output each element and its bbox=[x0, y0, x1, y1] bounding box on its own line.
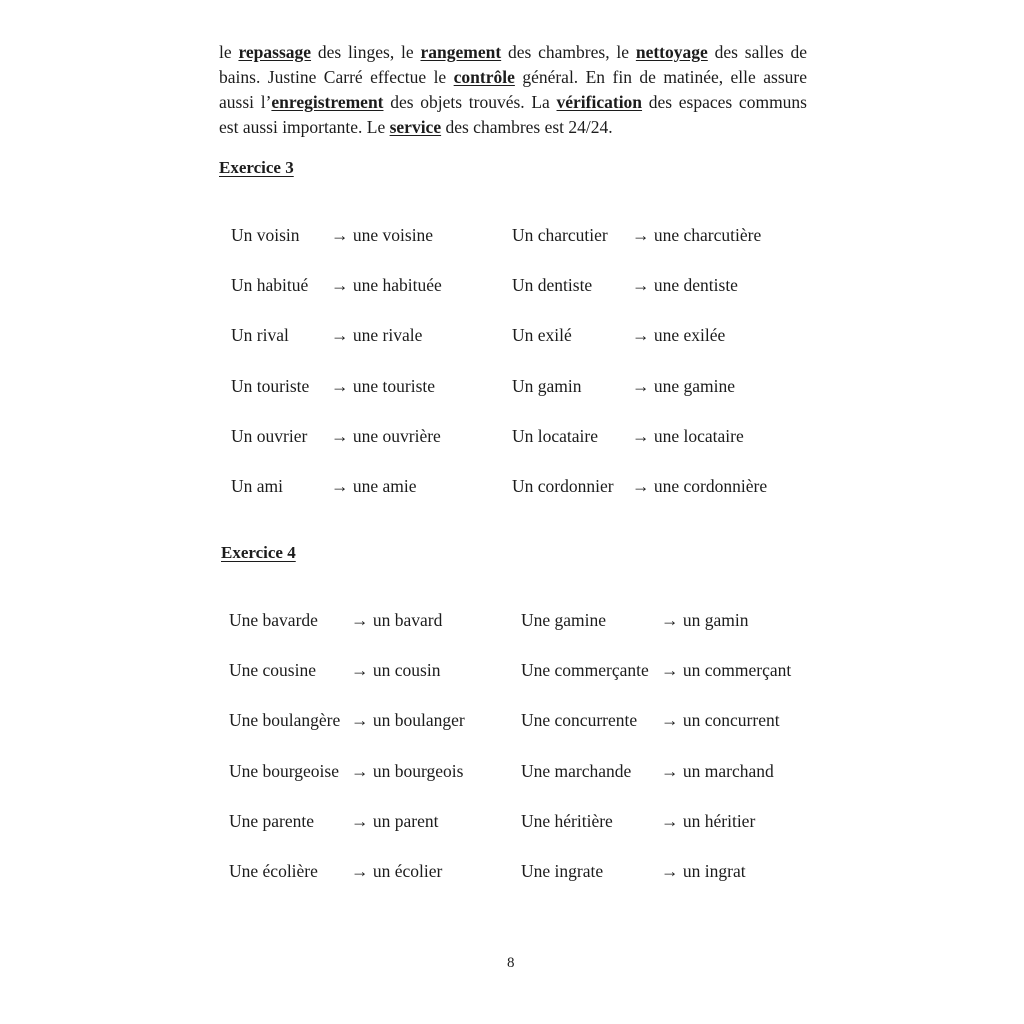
source-word: Un cordonnier bbox=[512, 476, 614, 496]
transformed-word: → un bourgeois bbox=[351, 760, 464, 781]
keyword: service bbox=[389, 117, 442, 137]
transformed-word: → un cousin bbox=[351, 660, 441, 681]
text-segment: le bbox=[219, 42, 239, 62]
transformed-word: → un concurrent bbox=[661, 710, 780, 731]
source-word: Une cousine bbox=[229, 660, 316, 681]
transformed-word: → un écolier bbox=[351, 861, 443, 881]
source-word: Une bavarde bbox=[229, 610, 318, 630]
text-segment: des chambres, le bbox=[501, 42, 636, 62]
text-segment: général. En fin de matinée, elle assure aussi l’ bbox=[219, 67, 807, 112]
source-word: Un gamin bbox=[512, 375, 582, 396]
keyword: repassage bbox=[238, 42, 312, 62]
text-segment: des espaces communs est aussi importante. Le bbox=[219, 92, 807, 137]
source-word: Une boulangère bbox=[229, 710, 341, 731]
source-word: Une bourgeoise bbox=[229, 760, 339, 781]
keyword: contrôle bbox=[453, 67, 515, 87]
transformed-word: → une habituée bbox=[331, 275, 442, 296]
source-word: Une marchande bbox=[521, 760, 632, 781]
source-word: Un voisin bbox=[231, 225, 300, 245]
transformed-word: → un marchand bbox=[661, 760, 774, 781]
transformed-word: → une amie bbox=[331, 476, 417, 496]
transformed-word: → un gamin bbox=[661, 610, 749, 630]
text-segment: des objets trouvés. La bbox=[383, 92, 557, 112]
transformed-word: → un boulanger bbox=[351, 710, 465, 731]
source-word: Un charcutier bbox=[512, 225, 608, 245]
source-word: Une ingrate bbox=[521, 861, 604, 881]
transformed-word: → un ingrat bbox=[661, 861, 746, 881]
source-word: Un exilé bbox=[512, 325, 572, 346]
text-segment: des linges, le bbox=[311, 42, 421, 62]
source-word: Un dentiste bbox=[512, 275, 593, 296]
source-word: Une concurrente bbox=[521, 710, 638, 731]
transformed-word: → une cordonnière bbox=[632, 476, 768, 496]
source-word: Un touriste bbox=[231, 375, 310, 396]
keyword: nettoyage bbox=[635, 42, 708, 62]
transformed-word: → une gamine bbox=[632, 375, 736, 396]
source-word: Une commerçante bbox=[521, 660, 649, 681]
transformed-word: → un commerçant bbox=[661, 660, 792, 681]
keyword: rangement bbox=[420, 42, 502, 62]
exercise-3-heading: Exercice 3 bbox=[219, 158, 294, 177]
source-word: Une écolière bbox=[229, 861, 318, 881]
source-word: Une parente bbox=[229, 810, 315, 831]
transformed-word: → une locataire bbox=[632, 425, 744, 446]
source-word: Un rival bbox=[231, 325, 289, 346]
source-word: Un ami bbox=[231, 476, 284, 496]
source-word: Une gamine bbox=[521, 610, 607, 630]
keyword: enregistrement bbox=[271, 92, 384, 112]
intro-paragraph bbox=[219, 40, 807, 140]
page-number: 8 bbox=[507, 955, 515, 971]
source-word: Une héritière bbox=[521, 810, 613, 831]
transformed-word: → une voisine bbox=[331, 225, 434, 245]
exercise-4-heading: Exercice 4 bbox=[221, 543, 296, 562]
text-segment: des chambres est 24/24. bbox=[441, 117, 613, 137]
source-word: Un ouvrier bbox=[231, 425, 308, 446]
transformed-word: → une touriste bbox=[331, 375, 436, 396]
source-word: Un habitué bbox=[231, 275, 309, 296]
transformed-word: → un parent bbox=[351, 810, 439, 831]
transformed-word: → une charcutière bbox=[632, 225, 762, 245]
source-word: Un locataire bbox=[512, 425, 598, 446]
transformed-word: → un héritier bbox=[661, 810, 756, 831]
text-segment: des salles de bains. Justine Carré effectue le bbox=[219, 42, 807, 87]
transformed-word: → un bavard bbox=[351, 610, 443, 630]
transformed-word: → une exilée bbox=[632, 325, 726, 346]
transformed-word: → une dentiste bbox=[632, 275, 738, 296]
transformed-word: → une ouvrière bbox=[331, 425, 441, 446]
transformed-word: → une rivale bbox=[331, 325, 423, 346]
keyword: vérification bbox=[556, 92, 643, 112]
